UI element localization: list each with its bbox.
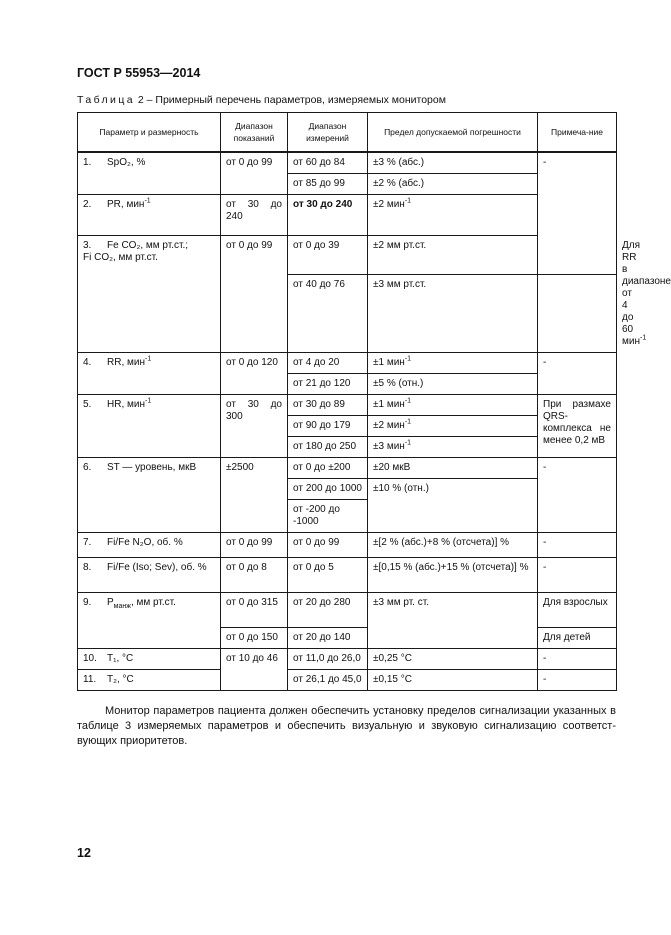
param-cell: 11. T₂, °C	[78, 670, 221, 691]
table-row	[78, 458, 617, 479]
display-range-cell: ±2500	[221, 458, 288, 533]
table-row	[78, 649, 617, 670]
error-cell: ±0,25 °C	[368, 649, 538, 670]
table-caption-text: 2 – Примерный перечень параметров, измеряемых монитором	[134, 94, 446, 106]
measure-range-cell: от 90 до 179	[288, 416, 368, 437]
param-cell: 6. ST — уровень, мкВ	[78, 458, 221, 533]
document-code: ГОСТ Р 55953—2014	[77, 66, 201, 80]
display-range-cell: от 0 до 99	[221, 152, 288, 195]
measure-range-cell: от 200 до 1000	[288, 479, 368, 500]
table-row	[78, 558, 617, 593]
error-cell: ±[2 % (абс.)+8 % (отсчета)] %	[368, 533, 538, 558]
error-cell: ±3 мин$^{-1}$	[368, 437, 538, 458]
measure-range-cell: от 30 до 240	[288, 195, 368, 236]
param-cell: 8. Fi/Fe (Iso; Sev), об. %	[78, 558, 221, 593]
measure-range-cell: от 20 до 280	[288, 593, 368, 628]
measure-range-cell: от 0 до 5	[288, 558, 368, 593]
measure-range-cell: от 11,0 до 26,0	[288, 649, 368, 670]
display-range-cell: от 30 до 240	[221, 195, 288, 236]
measure-range-cell: от 0 до ±200	[288, 458, 368, 479]
measure-range-cell: от 40 до 76	[288, 275, 368, 353]
note-cell: -	[538, 670, 617, 691]
measure-range-cell: от 60 до 84	[288, 152, 368, 174]
header-measure-range: Диапазон измерений	[288, 113, 368, 153]
note-cell: Для детей	[538, 628, 617, 649]
measure-range-cell: от 0 до 99	[288, 533, 368, 558]
measure-range-cell: от 26,1 до 45,0	[288, 670, 368, 691]
header-note: Примеча-ние	[538, 113, 617, 153]
note-cell: -	[538, 353, 617, 395]
param-cell: 4. RR, мин$^{-1}$	[78, 353, 221, 395]
param-cell: 9. $P_{манж}$, мм рт.ст.	[78, 593, 221, 649]
error-cell: ±3 мм рт.ст.	[368, 275, 538, 353]
parameters-table	[77, 112, 671, 691]
note-cell: -	[538, 533, 617, 558]
display-range-cell: от 30 до 300	[221, 395, 288, 458]
error-cell: ±3 % (абс.)	[368, 152, 538, 174]
param-cell: 5. HR, мин$^{-1}$	[78, 395, 221, 458]
error-cell: ±1 мин$^{-1}$	[368, 395, 538, 416]
error-cell: ±2 мин$^{-1}$	[368, 416, 538, 437]
error-cell: ±10 % (отн.)	[368, 479, 538, 533]
error-cell: ±2 мм рт.ст.	[368, 236, 538, 275]
param-cell: 3. Fe CO₂, мм рт.ст.; Fi CO₂, мм рт.ст.	[78, 236, 221, 353]
display-range-cell: от 0 до 99	[221, 533, 288, 558]
header-param: Параметр и размерность	[78, 113, 221, 153]
measure-range-cell: от 4 до 20	[288, 353, 368, 374]
display-range-cell: от 0 до 120	[221, 353, 288, 395]
table-row	[78, 353, 617, 374]
table-caption-prefix: Таблица	[77, 94, 135, 106]
error-cell: ±0,15 °C	[368, 670, 538, 691]
note-cell: -	[538, 649, 617, 670]
table-row	[78, 395, 617, 416]
table-row: 3. Fe CO₂, мм рт.ст.; Fi CO₂, мм рт.ст. от 0 до 99 от 0 до 39 ±2 мм рт.ст. Для RR в диапазоне от 4 до 60 мин$^{-1}$	[78, 236, 617, 275]
param-cell: 7. Fi/Fe N₂O, об. %	[78, 533, 221, 558]
param-cell: 2. PR, мин$^{-1}$	[78, 195, 221, 236]
table-header-row	[78, 113, 617, 153]
body-paragraph: Монитор параметров пациента должен обеспечить установку пределов сигнализации указанных в таблице 3 измеряемых параметров и обеспечить визуальную и звуковую сигнализацию соответст-вующих приоритетов.	[77, 705, 616, 747]
param-cell: 1. SpO₂, %	[78, 152, 221, 195]
table-row	[78, 533, 617, 558]
measure-range-cell: от 180 до 250	[288, 437, 368, 458]
display-range-cell: от 0 до 315	[221, 593, 288, 628]
measure-range-cell: от 21 до 120	[288, 374, 368, 395]
measure-range-cell: от 20 до 140	[288, 628, 368, 649]
error-cell: ±20 мкВ	[368, 458, 538, 479]
table-row	[78, 152, 617, 174]
table-row	[78, 195, 617, 236]
table-row	[78, 670, 617, 691]
param-cell: 10. T₁, °C	[78, 649, 221, 670]
error-cell: ±5 % (отн.)	[368, 374, 538, 395]
display-range-cell: от 10 до 46	[221, 649, 288, 691]
note-cell: При размахе QRS-комплекса не менее 0,2 мВ	[538, 395, 617, 458]
display-range-cell: от 0 до 99	[221, 236, 288, 353]
error-cell: ±[0,15 % (абс.)+15 % (отсчета)] %	[368, 558, 538, 593]
table-caption	[77, 94, 446, 106]
page-number: 12	[77, 846, 91, 860]
table-row	[78, 593, 617, 628]
header-display-range: Диапазон показаний	[221, 113, 288, 153]
note-cell: Для взрослых	[538, 593, 617, 628]
error-cell: ±2 мин$^{-1}$	[368, 195, 538, 236]
note-cell: -	[538, 558, 617, 593]
measure-range-cell: от 0 до 39	[288, 236, 368, 275]
measure-range-cell: от 30 до 89	[288, 395, 368, 416]
note-cell: -	[538, 458, 617, 533]
note-cell: -	[538, 152, 617, 275]
error-cell: ±3 мм рт. ст.	[368, 593, 538, 649]
measure-range-cell: от -200 до -1000	[288, 500, 368, 533]
error-cell: ±2 % (абс.)	[368, 174, 538, 195]
display-range-cell: от 0 до 150	[221, 628, 288, 649]
header-error-limit: Предел допускаемой погрешности	[368, 113, 538, 153]
measure-range-cell: от 85 до 99	[288, 174, 368, 195]
error-cell: ±1 мин$^{-1}$	[368, 353, 538, 374]
display-range-cell: от 0 до 8	[221, 558, 288, 593]
